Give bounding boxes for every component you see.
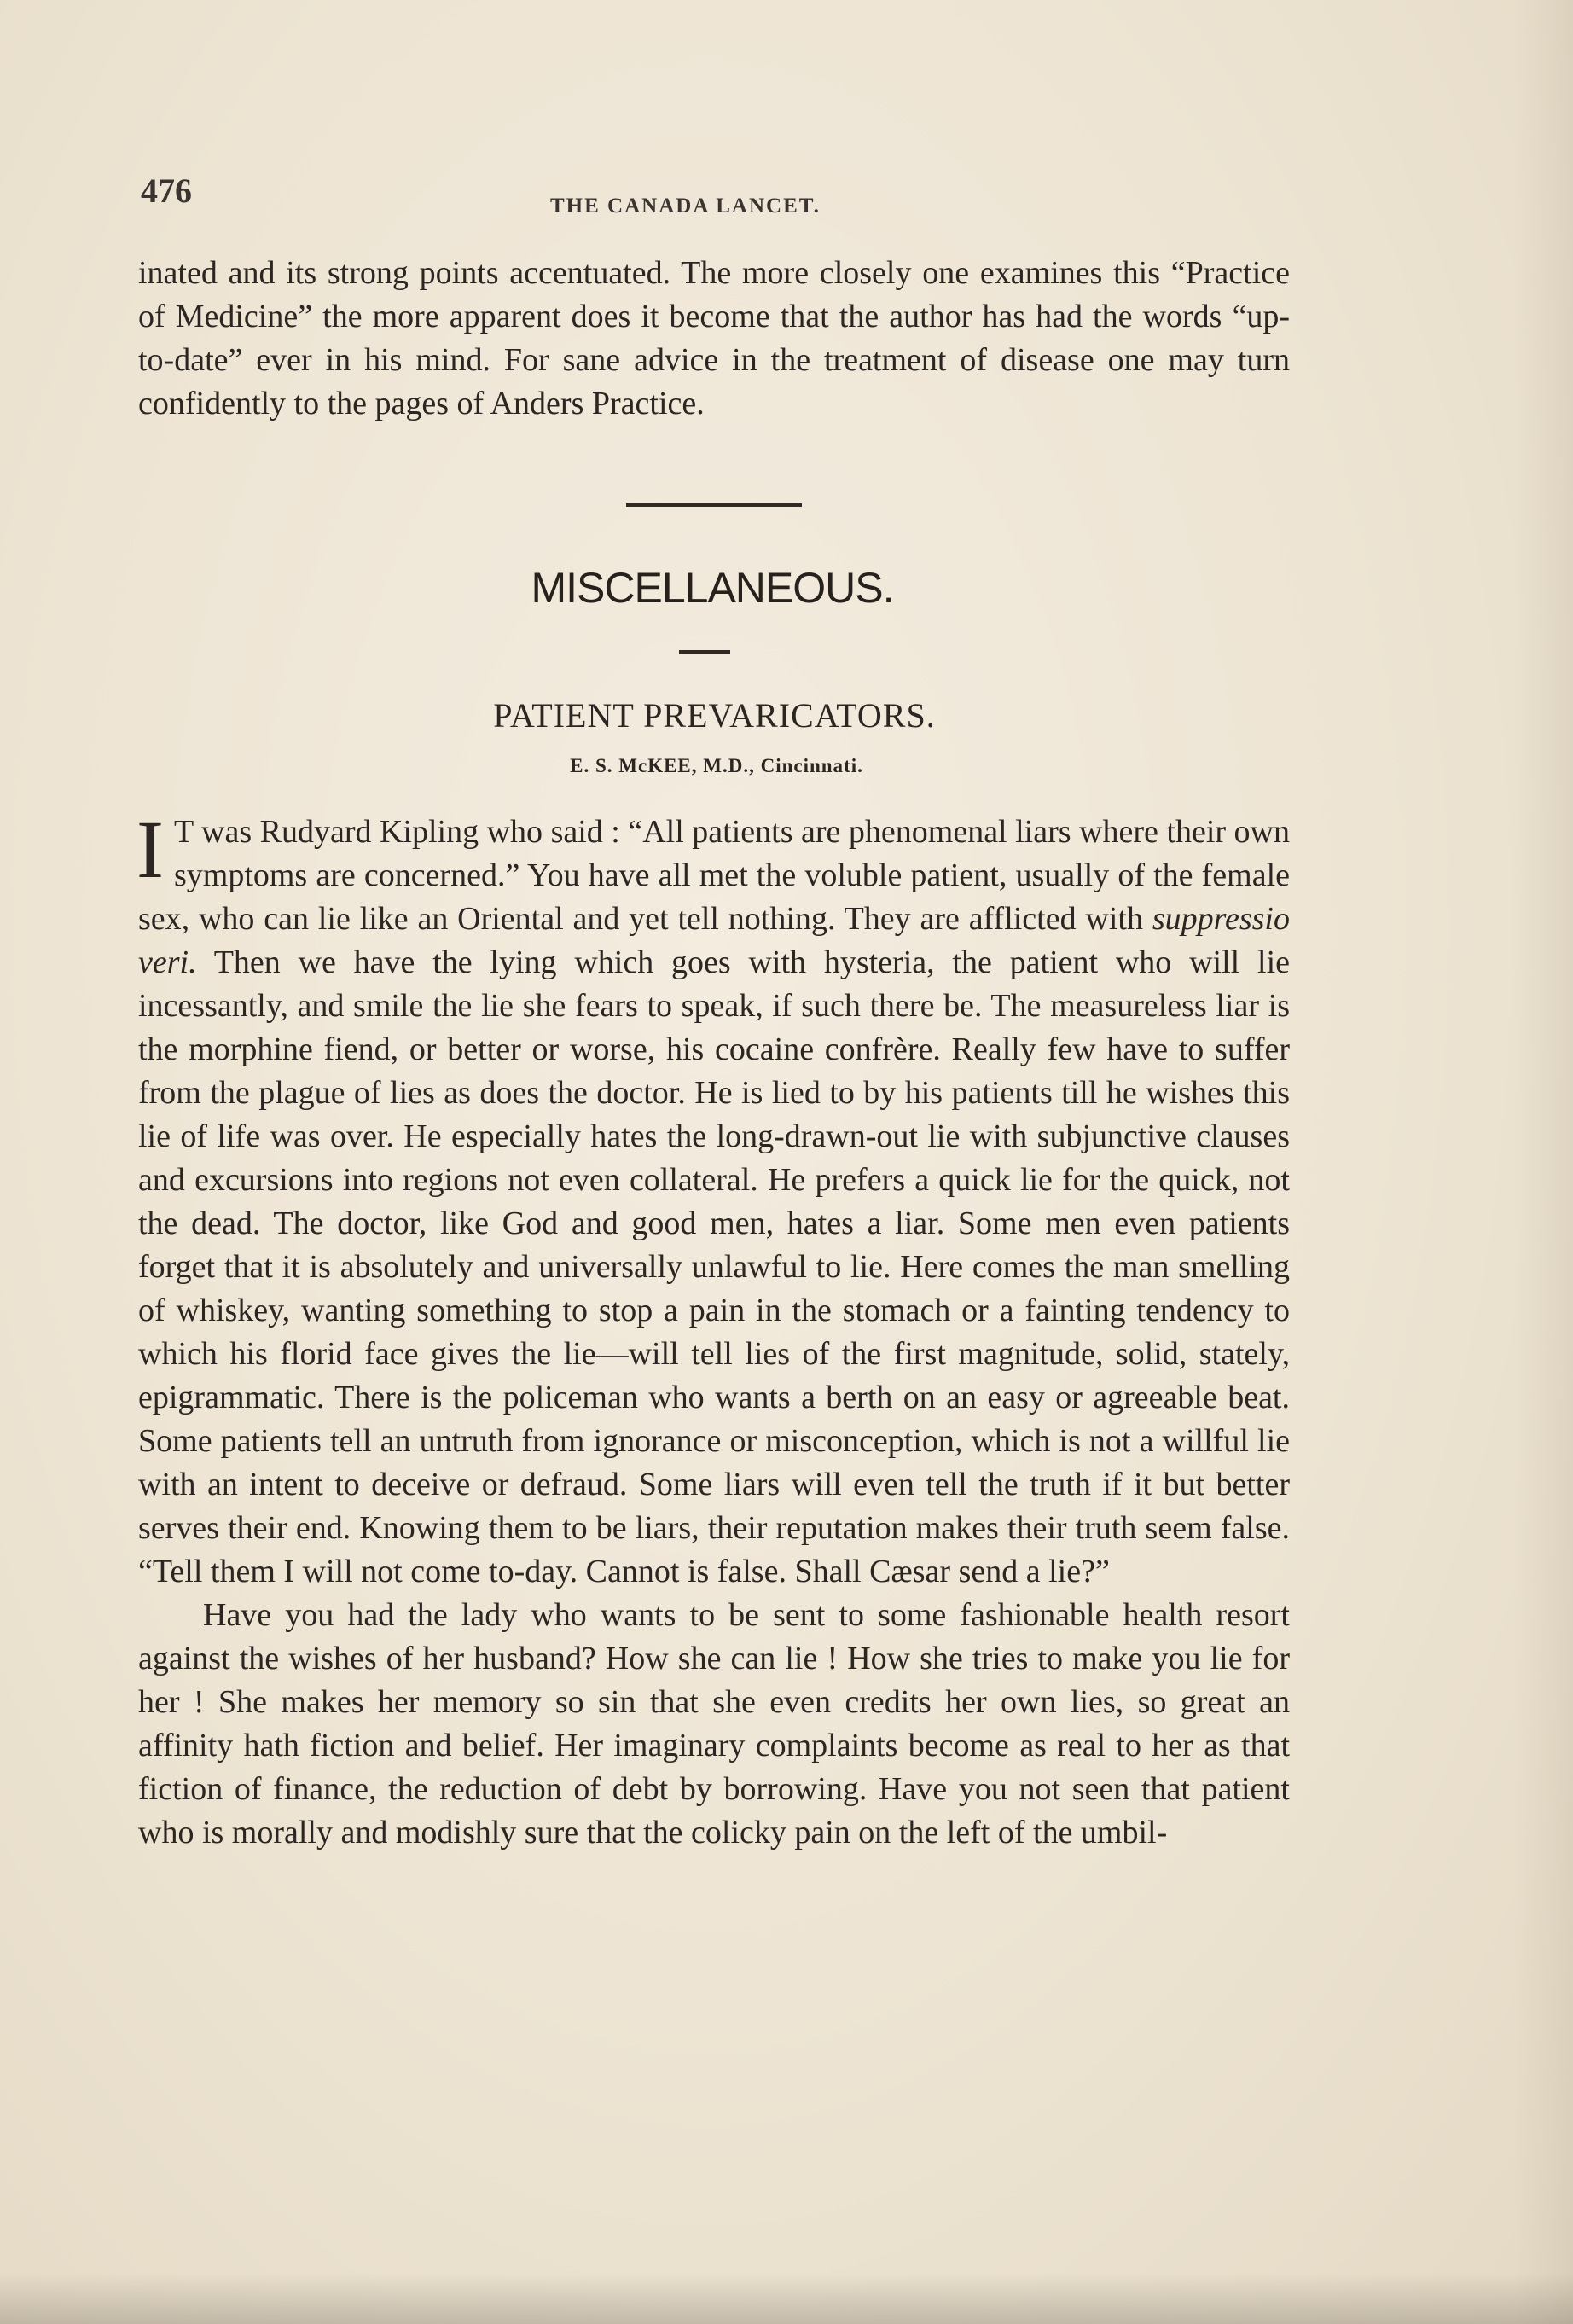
article-body — [136, 804, 1290, 1855]
page-edge-shadow — [1513, 0, 1573, 2324]
article-paragraph-1 — [136, 804, 1290, 1594]
page-number: 476 — [141, 171, 192, 210]
section-title: MISCELLANEOUS. — [531, 564, 894, 612]
paragraph-1-text: T was Rudyard Kipling who said : “All patients are phenomenal liars where their own symptoms are concerned.” You have all met the voluble patient, usually of the female sex, who can lie like an Oriental and yet tell nothing. They are afflicted with — [138, 814, 1290, 937]
article-paragraph-2: Have you had the lady who wants to be sent to some fashionable health resort against the wishes of her husband? How she can lie ! How she tries to make you lie for her ! She makes her memory so sin that she even credits her own lies, so great an affinity hath fiction and belief. Her imaginary complaints become as real to her as that fiction of finance, the reduction of debt by borrowing. Have you not seen that patient who is morally and modishly sure that the colicky pain on the left of the umbil- — [138, 1597, 1290, 1850]
page-header — [141, 171, 1292, 222]
article-title: PATIENT PREVARICATORS. — [493, 696, 936, 735]
page-bottom-shadow — [0, 2273, 1573, 2324]
running-title: THE CANADA LANCET. — [550, 195, 821, 218]
section-divider — [626, 503, 802, 507]
title-divider — [679, 650, 730, 654]
paragraph-1-text-continued: Then we have the lying which goes with hysteria, the patient who will lie incessantly, and smile the lie she fears to speak, if such there be. The measureless liar is the morphine fiend, or better or worse, his cocaine confrère. Really few have to suffer from the plague of lies as does the doctor. He is lied to by his patients till he wishes this lie of life was over. He especially hates the long-drawn-out lie with subjunctive clauses and excursions into regions not even collateral. He prefers a quick lie for the quick, not the dead. The doctor, like God and good men, hates a liar. Some men even patients forget that it is absolutely and universally unlawful to lie. Here comes the man smelling of whiskey, wanting something to stop a pain in the stomach or a fainting tendency to which his florid face gives the lie—will tell lies of the first magnitude, solid, stately, epigrammatic. There is the policeman who wants a berth on an easy or agreeable beat. Some patients tell an untruth from ignorance or misconception, which is not a willful lie with an intent to deceive or defraud. Some liars will even tell the truth if it but better serves their end. Knowing them to be liars, their reputation makes their truth seem false. “Tell them I will not come to-day. Cannot is false. Shall Cæsar send a lie?” — [138, 944, 1290, 1589]
italic-phrase: suppressio veri. — [138, 901, 1290, 980]
article-byline: E. S. McKEE, M.D., Cincinnati. — [570, 755, 863, 776]
intro-paragraph: inated and its strong points accentuated. The more closely one examines this “Practice of Medicine” the more apparent does it become that the author has had the words “up-to-date” ever in his mind. For sane advice in the treatment of disease one may turn confidently to the pages of Anders Practice. — [138, 255, 1290, 421]
drop-cap: I — [136, 804, 164, 895]
